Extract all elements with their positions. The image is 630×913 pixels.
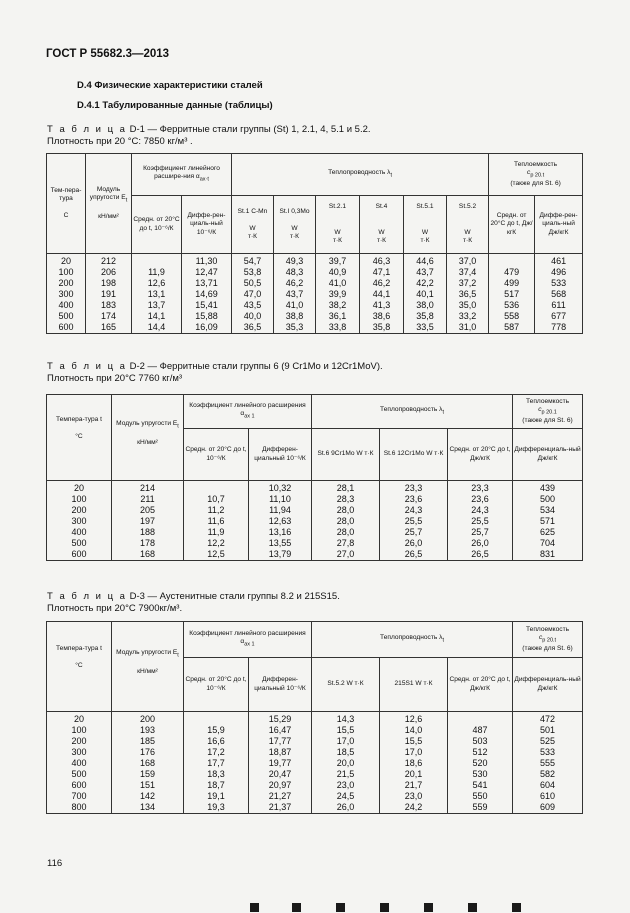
table-row xyxy=(47,791,583,802)
table-cell: 42,2 xyxy=(404,278,447,289)
table-cell: 35,0 xyxy=(447,300,489,311)
table-cell: 33,2 xyxy=(447,311,489,322)
table-cell: 151 xyxy=(112,780,184,791)
registration-mark xyxy=(468,903,477,912)
table-cell: 43,7 xyxy=(404,267,447,278)
table-cell: 168 xyxy=(112,549,184,561)
registration-mark xyxy=(336,903,345,912)
table-cell: 530 xyxy=(448,769,513,780)
table-cell: 174 xyxy=(86,311,132,322)
table-cell: 16,47 xyxy=(249,725,312,736)
table-label: Т а б л и ц а xyxy=(47,591,127,602)
table-cell: 12,5 xyxy=(184,549,249,561)
subcol: St.2.1 W т·К xyxy=(316,196,360,254)
table-cell: 559 xyxy=(448,802,513,814)
subcol: St.6 9Cr1Mo W т·К xyxy=(312,429,380,481)
table-cell: 25,5 xyxy=(448,516,513,527)
table-cell: 14,3 xyxy=(312,712,380,726)
caption-text: D-2 — Ферритные стали группы 6 (9 Cr1Mo и 12Cr1MoV). xyxy=(126,361,383,372)
table-cell: 501 xyxy=(513,725,583,736)
table-cell: 15,29 xyxy=(249,712,312,726)
table-cell: 11,2 xyxy=(184,505,249,516)
table-row xyxy=(47,494,583,505)
subcol: Дифференциаль-ный Дж/кгК xyxy=(513,658,583,712)
table-cell: 461 xyxy=(535,254,583,268)
table-cell: 503 xyxy=(448,736,513,747)
table-cell: 13,7 xyxy=(132,300,182,311)
table-cell: 197 xyxy=(112,516,184,527)
table-cell: 38,6 xyxy=(360,311,404,322)
table-row xyxy=(47,802,583,814)
table-cell: 37,2 xyxy=(447,278,489,289)
table-cell: 500 xyxy=(47,769,112,780)
table-cell: 520 xyxy=(448,758,513,769)
table-cell: 24,3 xyxy=(448,505,513,516)
table-cell: 31,0 xyxy=(447,322,489,334)
table-label: Т а б л и ц а xyxy=(47,361,127,372)
table-cell: 677 xyxy=(535,311,583,322)
section-heading-d4: D.4 Физические характеристики сталей xyxy=(77,80,263,91)
table-cell: 700 xyxy=(47,791,112,802)
col-expansion-coef: Коэффициент линейного расшире-ния $\alpha_{ах\cdot t}$ xyxy=(132,154,232,196)
table-row xyxy=(47,505,583,516)
table-cell: 49,3 xyxy=(274,254,316,268)
col-conductivity: Теплопроводность $\lambda_t$ xyxy=(312,622,513,658)
table-cell xyxy=(184,481,249,495)
table-cell: 33,5 xyxy=(404,322,447,334)
table-cell: 500 xyxy=(47,311,86,322)
table-cell: 36,1 xyxy=(316,311,360,322)
table-cell: 28,3 xyxy=(312,494,380,505)
table-cell: 12,6 xyxy=(380,712,448,726)
table-row xyxy=(47,712,583,726)
table-cell: 28,0 xyxy=(312,516,380,527)
table-cell: 11,10 xyxy=(249,494,312,505)
table-cell: 26,0 xyxy=(312,802,380,814)
col-expansion-coef: Коэффициент линейного расширения $\alpha_{ax 1}$ xyxy=(184,395,312,429)
table-cell: 300 xyxy=(47,747,112,758)
table-row xyxy=(47,736,583,747)
table-cell: 571 xyxy=(513,516,583,527)
table-row xyxy=(47,267,583,278)
subcol: Дифференциаль-ный Дж/кгК xyxy=(513,429,583,481)
table-cell xyxy=(184,712,249,726)
table-cell: 21,7 xyxy=(380,780,448,791)
table-cell: 15,9 xyxy=(184,725,249,736)
table-cell: 300 xyxy=(47,289,86,300)
table-cell: 47,1 xyxy=(360,267,404,278)
table-cell: 11,6 xyxy=(184,516,249,527)
table-cell xyxy=(489,254,535,268)
table-cell: 20 xyxy=(47,254,86,268)
section-heading-d41: D.4.1 Табулированные данные (таблицы) xyxy=(77,100,273,111)
table-row xyxy=(47,254,583,268)
table-cell: 11,9 xyxy=(132,267,182,278)
table-cell: 13,16 xyxy=(249,527,312,538)
col-modulus: Модуль упругости $E_t$ кН/мм² xyxy=(112,622,184,712)
table-cell: 11,94 xyxy=(249,505,312,516)
registration-mark xyxy=(512,903,521,912)
subcol: Средн. от 20°С до t, Дж/кгК xyxy=(448,658,513,712)
table-cell: 43,5 xyxy=(232,300,274,311)
table-cell: 48,3 xyxy=(274,267,316,278)
table-cell: 159 xyxy=(112,769,184,780)
table-label: Т а б л и ц а xyxy=(47,124,127,135)
table-cell: 20,97 xyxy=(249,780,312,791)
table-cell: 18,7 xyxy=(184,780,249,791)
subcol: St.1 C-Mn W т·К xyxy=(232,196,274,254)
table-cell: 625 xyxy=(513,527,583,538)
table-cell: 555 xyxy=(513,758,583,769)
density-note: Плотность при 20 °С: 7850 кг/м³ . xyxy=(47,135,193,147)
table-cell: 19,1 xyxy=(184,791,249,802)
table-d3-caption xyxy=(47,591,340,614)
table-d2-caption xyxy=(47,361,383,384)
density-note: Плотность при 20°С 7900кг/м³. xyxy=(47,602,183,614)
table-cell: 20,47 xyxy=(249,769,312,780)
registration-mark xyxy=(292,903,301,912)
table-cell: 17,7 xyxy=(184,758,249,769)
table-cell: 16,6 xyxy=(184,736,249,747)
table-cell: 17,2 xyxy=(184,747,249,758)
table-cell: 600 xyxy=(47,322,86,334)
table-cell: 534 xyxy=(513,505,583,516)
table-row xyxy=(47,322,583,334)
col-temperature: Темпера-тура t °С xyxy=(47,395,112,481)
document-header: ГОСТ Р 55682.3—2013 xyxy=(46,48,170,60)
subcol: St.5.2 W т·К xyxy=(312,658,380,712)
table-row xyxy=(47,769,583,780)
table-cell: 27,8 xyxy=(312,538,380,549)
table-cell: 15,88 xyxy=(182,311,232,322)
table-cell: 35,8 xyxy=(360,322,404,334)
table-cell: 40,0 xyxy=(232,311,274,322)
table-cell: 41,0 xyxy=(274,300,316,311)
table-cell: 50,5 xyxy=(232,278,274,289)
table-cell: 38,0 xyxy=(404,300,447,311)
table-row xyxy=(47,527,583,538)
table-cell: 21,5 xyxy=(312,769,380,780)
subcol: St.4 W т·К xyxy=(360,196,404,254)
table-cell: 600 xyxy=(47,549,112,561)
density-note: Плотность при 20°С 7760 кг/м³ xyxy=(47,372,183,384)
table-cell: 53,8 xyxy=(232,267,274,278)
table-cell xyxy=(132,254,182,268)
table-cell: 20 xyxy=(47,481,112,495)
table-cell: 176 xyxy=(112,747,184,758)
subcol: 215S1 W т·К xyxy=(380,658,448,712)
table-cell: 18,5 xyxy=(312,747,380,758)
table-cell: 41,0 xyxy=(316,278,360,289)
table-cell: 23,6 xyxy=(448,494,513,505)
table-cell: 100 xyxy=(47,725,112,736)
table-row xyxy=(47,311,583,322)
table-cell: 704 xyxy=(513,538,583,549)
table-cell: 211 xyxy=(112,494,184,505)
table-cell: 200 xyxy=(47,736,112,747)
table-cell: 13,79 xyxy=(249,549,312,561)
table-cell: 200 xyxy=(112,712,184,726)
table-cell: 500 xyxy=(47,538,112,549)
table-cell: 831 xyxy=(513,549,583,561)
table-cell: 20,0 xyxy=(312,758,380,769)
table-cell: 14,4 xyxy=(132,322,182,334)
col-conductivity: Теплопроводность $\lambda_t$ xyxy=(312,395,513,429)
table-cell: 39,9 xyxy=(316,289,360,300)
table-cell: 10,32 xyxy=(249,481,312,495)
table-cell: 168 xyxy=(112,758,184,769)
col-temperature: Тем-пера-тура С xyxy=(47,154,86,254)
subcol: St.5.1 W т·К xyxy=(404,196,447,254)
table-cell: 206 xyxy=(86,267,132,278)
table-cell: 193 xyxy=(112,725,184,736)
table-cell: 12,63 xyxy=(249,516,312,527)
col-modulus: Модуль упругости $E_t$ кН/мм² xyxy=(86,154,132,254)
table-cell: 44,6 xyxy=(404,254,447,268)
table-row xyxy=(47,747,583,758)
table-cell: 19,3 xyxy=(184,802,249,814)
table-cell: 38,2 xyxy=(316,300,360,311)
table-cell: 568 xyxy=(535,289,583,300)
table-cell: 35,8 xyxy=(404,311,447,322)
table-cell: 14,1 xyxy=(132,311,182,322)
caption-text: D-1 — Ферритные стали группы (St) 1, 2.1, 4, 5.1 и 5.2. xyxy=(126,124,371,135)
page-number: 116 xyxy=(47,858,63,869)
table-row xyxy=(47,289,583,300)
table-cell: 525 xyxy=(513,736,583,747)
table-cell: 185 xyxy=(112,736,184,747)
table-cell: 587 xyxy=(489,322,535,334)
table-cell: 37,4 xyxy=(447,267,489,278)
table-cell: 496 xyxy=(535,267,583,278)
table-cell: 178 xyxy=(112,538,184,549)
table-cell: 11,30 xyxy=(182,254,232,268)
table-cell: 200 xyxy=(47,278,86,289)
table-cell: 604 xyxy=(513,780,583,791)
table-cell: 582 xyxy=(513,769,583,780)
table-cell: 18,3 xyxy=(184,769,249,780)
table-cell: 609 xyxy=(513,802,583,814)
table-cell: 14,0 xyxy=(380,725,448,736)
table-cell: 24,2 xyxy=(380,802,448,814)
table-cell: 558 xyxy=(489,311,535,322)
table-cell: 17,77 xyxy=(249,736,312,747)
table-d1-caption xyxy=(47,124,371,147)
table-cell: 400 xyxy=(47,758,112,769)
table-cell: 21,27 xyxy=(249,791,312,802)
table-cell: 13,1 xyxy=(132,289,182,300)
table-cell: 25,7 xyxy=(448,527,513,538)
table-cell: 800 xyxy=(47,802,112,814)
table-cell: 27,0 xyxy=(312,549,380,561)
table-cell xyxy=(448,712,513,726)
registration-mark xyxy=(424,903,433,912)
table-cell: 13,71 xyxy=(182,278,232,289)
table-cell: 43,7 xyxy=(274,289,316,300)
table-cell: 165 xyxy=(86,322,132,334)
table-cell: 33,8 xyxy=(316,322,360,334)
table-cell: 35,3 xyxy=(274,322,316,334)
table-cell: 44,1 xyxy=(360,289,404,300)
table-cell: 10,7 xyxy=(184,494,249,505)
table-cell: 24,3 xyxy=(380,505,448,516)
subcol: St.6 12Cr1Mo W т·К xyxy=(380,429,448,481)
table-d1 xyxy=(46,153,583,334)
table-cell: 400 xyxy=(47,527,112,538)
table-cell: 600 xyxy=(47,780,112,791)
table-cell: 20,1 xyxy=(380,769,448,780)
table-cell: 41,3 xyxy=(360,300,404,311)
table-cell: 13,55 xyxy=(249,538,312,549)
table-cell: 23,0 xyxy=(312,780,380,791)
table-cell: 400 xyxy=(47,300,86,311)
table-cell: 214 xyxy=(112,481,184,495)
table-cell: 500 xyxy=(513,494,583,505)
table-cell: 778 xyxy=(535,322,583,334)
table-cell: 24,5 xyxy=(312,791,380,802)
table-cell: 134 xyxy=(112,802,184,814)
table-cell: 26,5 xyxy=(448,549,513,561)
table-cell: 28,0 xyxy=(312,505,380,516)
table-cell: 14,69 xyxy=(182,289,232,300)
table-cell: 499 xyxy=(489,278,535,289)
table-cell: 15,5 xyxy=(312,725,380,736)
table-cell: 47,0 xyxy=(232,289,274,300)
table-cell: 23,6 xyxy=(380,494,448,505)
subcol: Дифферен-циальный 10⁻⁶/К xyxy=(249,429,312,481)
table-row xyxy=(47,538,583,549)
col-heat-capacity: Теплоемкость $c_{p 20.t}$ (также для St. 6) xyxy=(489,154,583,196)
table-cell: 19,77 xyxy=(249,758,312,769)
subcol: Диффе-рен-циаль-ный Дж/кгК xyxy=(535,196,583,254)
table-cell: 439 xyxy=(513,481,583,495)
table-cell: 15,5 xyxy=(380,736,448,747)
table-cell: 28,1 xyxy=(312,481,380,495)
col-conductivity: Теплопроводность $\lambda_t$ xyxy=(232,154,489,196)
table-cell: 142 xyxy=(112,791,184,802)
table-d3 xyxy=(46,621,583,814)
table-cell: 198 xyxy=(86,278,132,289)
table-row xyxy=(47,516,583,527)
table-cell: 533 xyxy=(513,747,583,758)
table-cell: 18,6 xyxy=(380,758,448,769)
table-cell: 36,5 xyxy=(232,322,274,334)
table-cell: 191 xyxy=(86,289,132,300)
subcol: St.I 0,3Mo W т·К xyxy=(274,196,316,254)
table-cell: 610 xyxy=(513,791,583,802)
table-cell: 26,5 xyxy=(380,549,448,561)
table-cell: 28,0 xyxy=(312,527,380,538)
table-cell: 46,3 xyxy=(360,254,404,268)
table-cell: 17,0 xyxy=(312,736,380,747)
table-row xyxy=(47,278,583,289)
table-cell: 541 xyxy=(448,780,513,791)
table-cell: 517 xyxy=(489,289,535,300)
table-cell: 21,37 xyxy=(249,802,312,814)
subcol: Средн. от 20°С до t, Дж/кгК xyxy=(448,429,513,481)
subcol: Средн. от 20°С до t, 10⁻⁶/К xyxy=(184,429,249,481)
table-row xyxy=(47,758,583,769)
col-expansion-coef: Коэффициент линейного расширения $\alpha_{ax 1}$ xyxy=(184,622,312,658)
table-cell: 20 xyxy=(47,712,112,726)
table-cell: 16,09 xyxy=(182,322,232,334)
table-row xyxy=(47,780,583,791)
table-cell: 536 xyxy=(489,300,535,311)
table-cell: 533 xyxy=(535,278,583,289)
subcol: St.5.2 W т·К xyxy=(447,196,489,254)
table-cell: 12,47 xyxy=(182,267,232,278)
table-cell: 46,2 xyxy=(274,278,316,289)
caption-text: D-3 — Аустенитные стали группы 8.2 и 215S15. xyxy=(126,591,340,602)
table-cell: 611 xyxy=(535,300,583,311)
table-cell: 200 xyxy=(47,505,112,516)
col-temperature: Темпера-тура t °С xyxy=(47,622,112,712)
table-cell: 100 xyxy=(47,267,86,278)
registration-mark xyxy=(250,903,259,912)
table-cell: 46,2 xyxy=(360,278,404,289)
table-cell: 472 xyxy=(513,712,583,726)
subcol: Дифферен-циальный 10⁻⁶/К xyxy=(249,658,312,712)
table-cell: 23,0 xyxy=(380,791,448,802)
table-cell: 23,3 xyxy=(380,481,448,495)
table-d2 xyxy=(46,394,583,561)
table-cell: 11,9 xyxy=(184,527,249,538)
table-cell: 26,0 xyxy=(448,538,513,549)
table-cell: 25,5 xyxy=(380,516,448,527)
table-cell: 212 xyxy=(86,254,132,268)
table-cell: 54,7 xyxy=(232,254,274,268)
table-cell: 40,9 xyxy=(316,267,360,278)
table-cell: 36,5 xyxy=(447,289,489,300)
table-cell: 40,1 xyxy=(404,289,447,300)
subcol: Средн. от 20°С до t, 10⁻⁶/К xyxy=(184,658,249,712)
subcol: Средн. от 20°С до t, 10⁻⁶/К xyxy=(132,196,182,254)
table-cell: 188 xyxy=(112,527,184,538)
table-cell: 38,8 xyxy=(274,311,316,322)
table-cell: 15,41 xyxy=(182,300,232,311)
table-cell: 479 xyxy=(489,267,535,278)
table-row xyxy=(47,549,583,561)
registration-mark xyxy=(380,903,389,912)
table-cell: 100 xyxy=(47,494,112,505)
table-cell: 487 xyxy=(448,725,513,736)
table-cell: 12,2 xyxy=(184,538,249,549)
table-cell: 18,87 xyxy=(249,747,312,758)
table-cell: 25,7 xyxy=(380,527,448,538)
table-row xyxy=(47,300,583,311)
table-cell: 512 xyxy=(448,747,513,758)
table-row xyxy=(47,481,583,495)
table-cell: 12,6 xyxy=(132,278,182,289)
table-cell: 183 xyxy=(86,300,132,311)
table-cell: 300 xyxy=(47,516,112,527)
table-cell: 23,3 xyxy=(448,481,513,495)
table-cell: 550 xyxy=(448,791,513,802)
col-modulus: Модуль упругости $E_t$ кН/мм² xyxy=(112,395,184,481)
subcol: Диффе-рен-циаль-ный 10⁻⁶/К xyxy=(182,196,232,254)
col-heat-capacity: Теплоемкость $c_{p 20.t}$ (также для St. 6) xyxy=(513,622,583,658)
table-cell: 39,7 xyxy=(316,254,360,268)
table-cell: 205 xyxy=(112,505,184,516)
table-cell: 37,0 xyxy=(447,254,489,268)
col-heat-capacity: Теплоемкость $c_{p 20.1}$ (также для St. 6) xyxy=(513,395,583,429)
table-cell: 17,0 xyxy=(380,747,448,758)
table-cell: 26,0 xyxy=(380,538,448,549)
table-row xyxy=(47,725,583,736)
subcol: Средн. от 20°С до t, Дж/кгК xyxy=(489,196,535,254)
